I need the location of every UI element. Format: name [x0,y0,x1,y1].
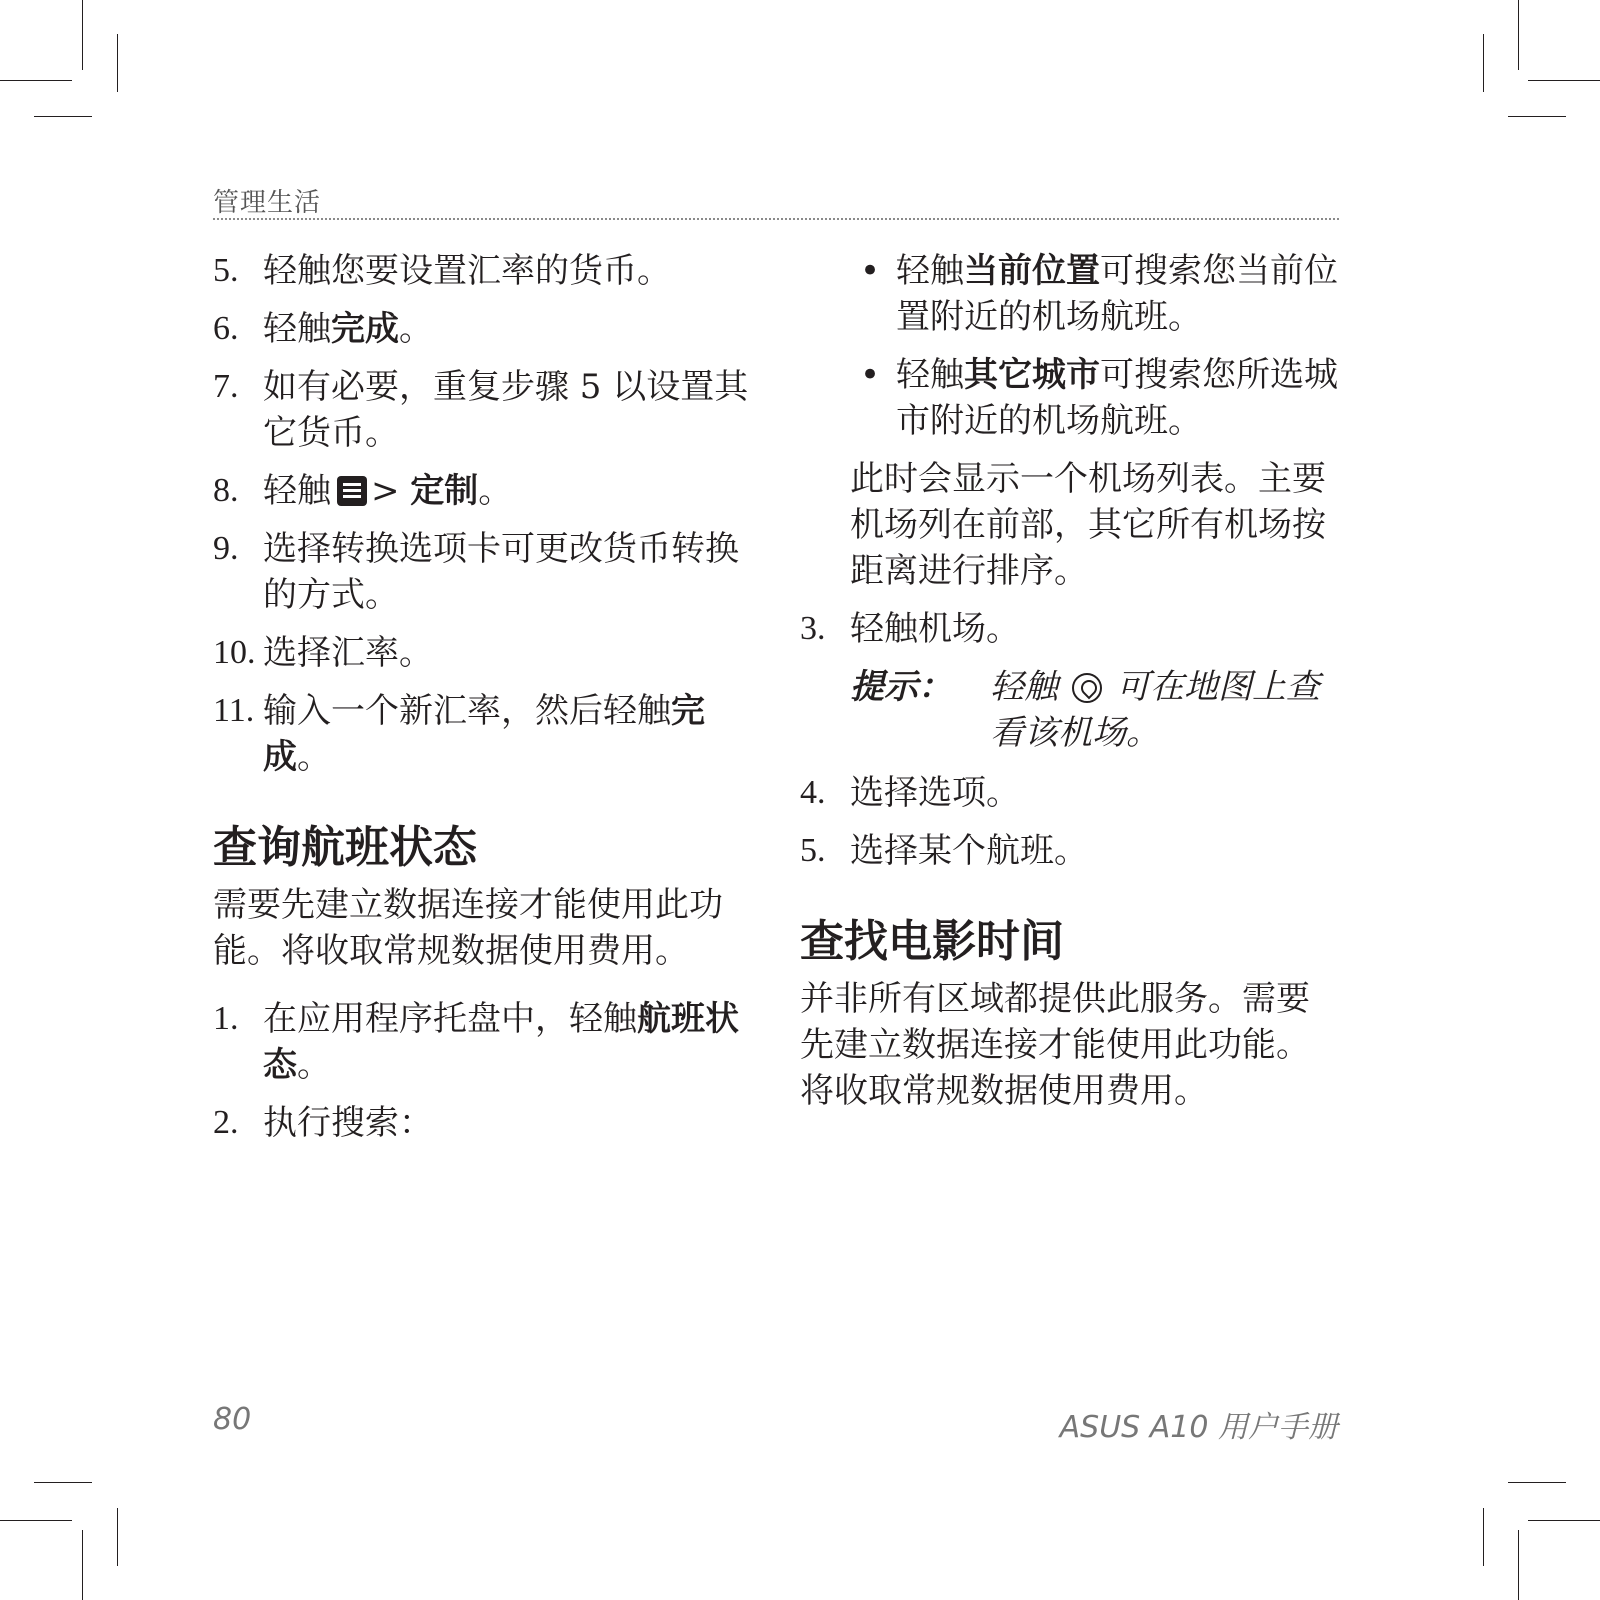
step-text: 。 [478,471,513,511]
bullet-dot: • [860,355,881,395]
crop-mark [1508,1482,1566,1483]
step-number: 11. [213,692,255,729]
menu-icon [337,476,367,506]
running-head: 管理生活 [213,188,322,218]
crop-mark [82,1530,83,1600]
bullet-dot: • [860,251,881,291]
step-11 [213,688,753,780]
tip-text: 轻触 [990,667,1058,707]
step-number: 1. [213,1000,239,1037]
page-number: 80 [213,1402,252,1437]
ui-term-customize: 定制 [410,471,479,511]
ui-term-done: 完成 [263,691,705,777]
step-text: 。 [297,1045,331,1085]
step-text: 轻触 [263,471,331,511]
bullet-text: 轻触 [896,251,964,291]
step-number: 3. [800,610,826,647]
step-number: 6. [213,310,239,347]
step-text: 轻触您要设置汇率的货币。 [263,251,671,291]
manual-title: ASUS A10 用户手册 [1059,1410,1338,1445]
bullet-other-city [800,352,1340,444]
step-text: 选择汇率。 [263,633,433,673]
tip-note [850,664,1340,756]
step-5 [213,248,753,294]
crop-mark [1483,1508,1484,1566]
header-divider [213,218,1339,220]
step-text: 选择选项。 [850,773,1020,813]
step-text: 。 [297,737,331,777]
section-intro: 需要先建立数据连接才能使用此功能。将收取常规数据使用费用。 [213,885,723,971]
bullet-text: 可搜索您当前位置附近的机场航班。 [896,251,1338,337]
step-text: 如有必要，重复步骤 5 以设置其它货币。 [263,367,749,453]
crop-mark [1528,80,1600,81]
step-2 [213,1100,753,1146]
crop-mark [117,1508,118,1566]
step-9 [213,526,753,618]
step-text: 输入一个新汇率，然后轻触 [263,691,671,731]
step-text: 。 [399,309,433,349]
bullet-text: 可搜索您所选城市附近的机场航班。 [896,355,1338,441]
section-intro: 并非所有区域都提供此服务。需要先建立数据连接才能使用此功能。将收取常规数据使用费用。 [800,979,1310,1111]
left-column [213,248,753,1158]
crop-mark [34,1482,92,1483]
step-8 [213,468,753,514]
step-6 [213,306,753,352]
section-title-flight-status: 查询航班状态 [213,822,477,873]
step-3 [800,606,1340,652]
ui-term-other-city: 其它城市 [964,355,1100,395]
step-number: 5. [213,252,239,289]
crop-mark [0,1520,72,1521]
tip-label: 提示： [850,667,952,707]
bullet-text: 轻触 [896,355,964,395]
crop-mark [82,0,83,70]
step-4 [800,770,1340,816]
step-5-right [800,828,1340,874]
step-text: 选择转换选项卡可更改货币转换的方式。 [263,529,739,615]
crop-mark [1528,1520,1600,1521]
result-text: 此时会显示一个机场列表。主要机场列在前部，其它所有机场按距离进行排序。 [850,459,1326,591]
step-number: 7. [213,368,239,405]
ui-term-current-location: 当前位置 [964,251,1100,291]
step-number: 2. [213,1104,239,1141]
step-text: 选择某个航班。 [850,831,1088,871]
step-number: 10. [213,634,256,671]
tip-text: 可在地图上查看该机场。 [990,667,1320,753]
right-column [800,248,1340,1126]
crop-mark [1508,116,1566,117]
step-number: 8. [213,472,239,509]
crop-mark [117,34,118,92]
step-text: 轻触机场。 [850,609,1020,649]
crop-mark [34,116,92,117]
step-text: 在应用程序托盘中，轻触 [263,999,637,1039]
step-7 [213,364,753,456]
step-text: 轻触 [263,309,331,349]
crop-mark [1483,34,1484,92]
crop-mark [1518,0,1519,70]
ui-term-done: 完成 [331,309,399,349]
step-text: 执行搜索： [263,1103,433,1143]
crop-mark [1518,1530,1519,1600]
step-number: 5. [800,832,826,869]
section-title-movie-times: 查找电影时间 [800,916,1064,967]
step-10 [213,630,753,676]
menu-separator: > [371,471,411,511]
crop-mark [0,80,72,81]
bullet-current-location [800,248,1340,340]
step-1 [213,996,753,1088]
step-number: 9. [213,530,239,567]
ui-term-flight-status: 航班状态 [263,999,739,1085]
step-number: 4. [800,774,826,811]
map-pin-icon [1072,673,1102,703]
